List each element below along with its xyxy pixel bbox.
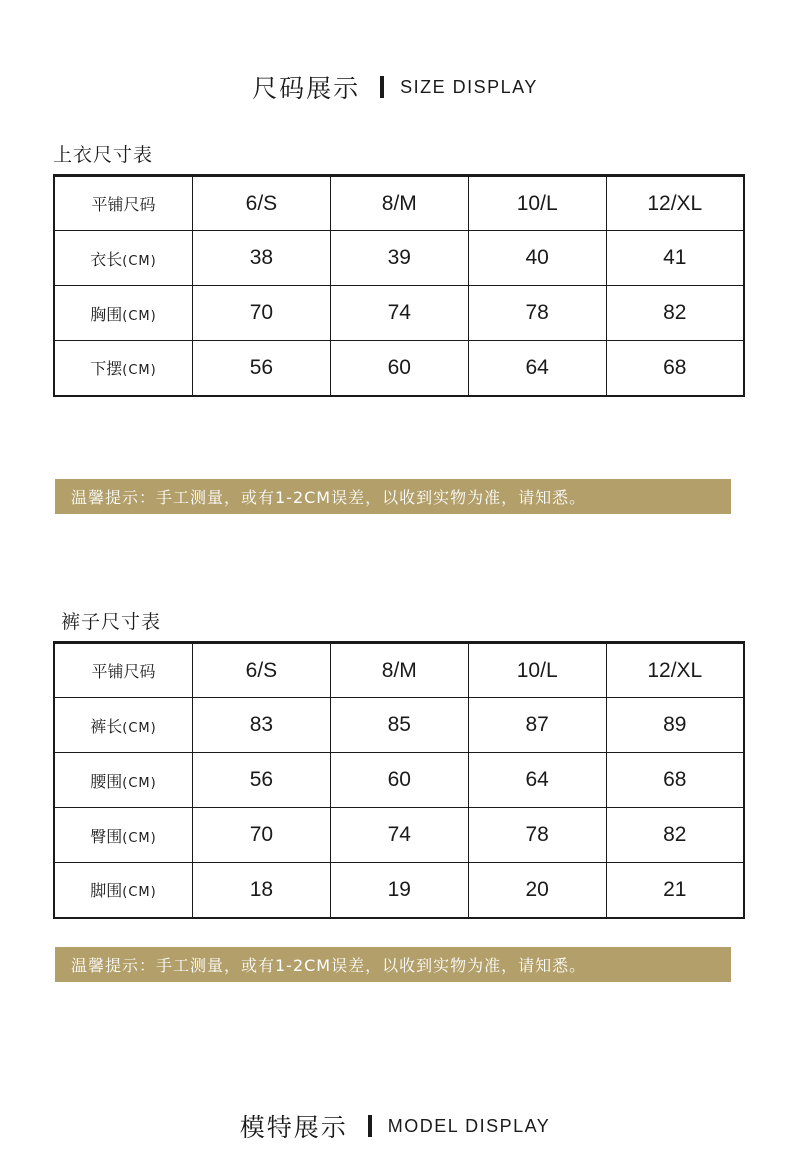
size-header-cell: 12/XL — [606, 643, 744, 698]
value-cell: 82 — [606, 808, 744, 863]
value-cell: 60 — [330, 753, 468, 808]
table-header-row — [54, 643, 744, 698]
measure-name: 裤长 — [90, 716, 123, 736]
measure-name: 腰围 — [90, 771, 123, 791]
heading-divider-bar — [380, 76, 384, 98]
table-row — [54, 286, 744, 341]
measure-unit: (CM) — [122, 775, 157, 791]
measure-unit: (CM) — [122, 308, 157, 324]
measure-unit: (CM) — [122, 253, 157, 269]
value-cell: 64 — [468, 341, 606, 396]
value-cell: 87 — [468, 698, 606, 753]
tops-size-chart-title: 上衣尺寸表 — [53, 144, 154, 166]
pants-measurement-notice: 温馨提示：手工测量，或有1-2CM误差，以收到实物为准，请知悉。 — [55, 947, 731, 982]
value-cell: 21 — [606, 863, 744, 918]
table-row — [54, 698, 744, 753]
size-header-cell: 10/L — [468, 643, 606, 698]
size-header-cell: 10/L — [468, 176, 606, 231]
value-cell: 56 — [193, 341, 331, 396]
measure-label-cell — [54, 341, 193, 396]
model-display-heading — [0, 1106, 790, 1146]
tops-size-table — [53, 174, 745, 397]
value-cell: 60 — [330, 341, 468, 396]
value-cell: 85 — [330, 698, 468, 753]
heading-divider-bar — [368, 1115, 372, 1137]
table-row — [54, 863, 744, 918]
measure-label-cell — [54, 808, 193, 863]
measure-label-cell — [54, 286, 193, 341]
size-header-cell: 8/M — [330, 643, 468, 698]
measure-label-cell — [54, 698, 193, 753]
size-display-heading — [0, 67, 790, 107]
size-header-cell: 12/XL — [606, 176, 744, 231]
value-cell: 70 — [193, 286, 331, 341]
measure-name: 臀围 — [90, 826, 123, 846]
model-display-title-cn: 模特展示 — [239, 1113, 348, 1142]
value-cell: 40 — [468, 231, 606, 286]
value-cell: 78 — [468, 808, 606, 863]
measure-unit: (CM) — [122, 885, 157, 901]
value-cell: 74 — [330, 808, 468, 863]
table-row — [54, 808, 744, 863]
value-cell: 82 — [606, 286, 744, 341]
tops-measurement-notice: 温馨提示：手工测量，或有1-2CM误差，以收到实物为准，请知悉。 — [55, 479, 731, 514]
measure-name: 胸围 — [90, 304, 123, 324]
size-label-cell: 平铺尺码 — [54, 176, 193, 231]
measure-unit: (CM) — [122, 830, 157, 846]
value-cell: 19 — [330, 863, 468, 918]
measure-label-cell — [54, 863, 193, 918]
pants-size-table — [53, 641, 745, 919]
measure-name: 下摆 — [90, 359, 123, 379]
value-cell: 39 — [330, 231, 468, 286]
table-header-row — [54, 176, 744, 231]
measure-label-cell — [54, 231, 193, 286]
measure-label-cell — [54, 753, 193, 808]
measure-name: 衣长 — [90, 249, 123, 269]
value-cell: 70 — [193, 808, 331, 863]
value-cell: 89 — [606, 698, 744, 753]
size-label-cell: 平铺尺码 — [54, 643, 193, 698]
value-cell: 78 — [468, 286, 606, 341]
table-row — [54, 231, 744, 286]
value-cell: 64 — [468, 753, 606, 808]
value-cell: 68 — [606, 753, 744, 808]
value-cell: 68 — [606, 341, 744, 396]
value-cell: 20 — [468, 863, 606, 918]
measure-unit: (CM) — [122, 363, 157, 379]
value-cell: 74 — [330, 286, 468, 341]
table-row — [54, 341, 744, 396]
value-cell: 56 — [193, 753, 331, 808]
size-header-cell: 6/S — [193, 176, 331, 231]
value-cell: 18 — [193, 863, 331, 918]
size-display-title-cn: 尺码展示 — [252, 74, 361, 103]
size-header-cell: 8/M — [330, 176, 468, 231]
pants-size-chart-title: 裤子尺寸表 — [61, 611, 162, 633]
table-row — [54, 753, 744, 808]
measure-unit: (CM) — [122, 720, 157, 736]
value-cell: 41 — [606, 231, 744, 286]
model-display-title-en: MODEL DISPLAY — [387, 1115, 551, 1136]
value-cell: 83 — [193, 698, 331, 753]
value-cell: 38 — [193, 231, 331, 286]
measure-name: 脚围 — [90, 881, 123, 901]
size-display-title-en: SIZE DISPLAY — [400, 76, 538, 97]
size-header-cell: 6/S — [193, 643, 331, 698]
